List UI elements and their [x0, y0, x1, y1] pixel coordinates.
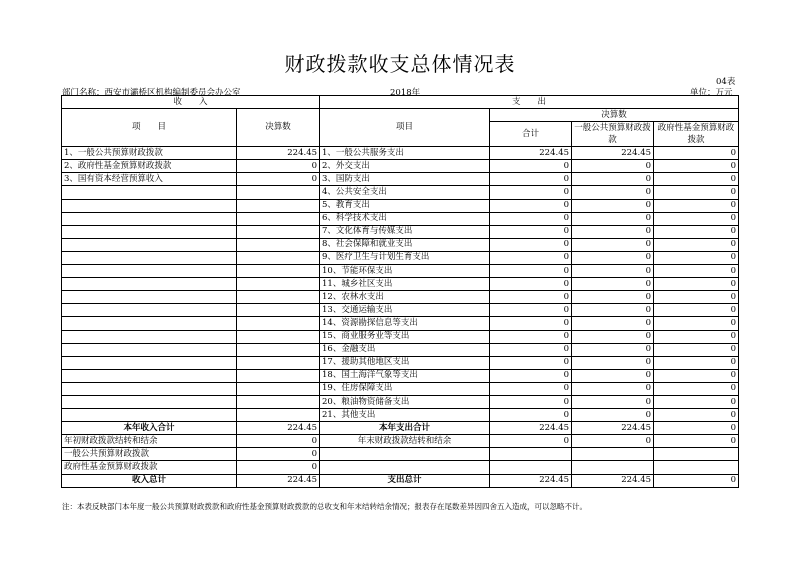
expense-fund-cell: 0 [654, 186, 739, 199]
expense-fund-cell: 0 [654, 317, 739, 330]
expense-general-cell: 0 [572, 330, 654, 343]
income-item-cell: 本年收入合计 [62, 422, 237, 435]
income-value-cell [237, 238, 320, 251]
expense-total-cell: 0 [490, 251, 572, 264]
expense-total-cell: 0 [490, 435, 572, 448]
expense-item-cell: 4、公共安全支出 [320, 186, 490, 199]
income-item-cell: 1、一般公共预算财政拨款 [62, 147, 237, 160]
expense-total-cell: 0 [490, 369, 572, 382]
income-value-cell [237, 199, 320, 212]
income-item-cell [62, 225, 237, 238]
report-year: 2018年 [390, 88, 421, 98]
expense-total-cell: 0 [490, 225, 572, 238]
expense-general-cell: 0 [572, 160, 654, 173]
expense-fund-cell: 0 [654, 409, 739, 422]
income-item-cell [62, 251, 237, 264]
income-item-cell: 3、国有资本经营预算收入 [62, 173, 237, 186]
income-item-cell [62, 369, 237, 382]
expense-general-cell: 0 [572, 435, 654, 448]
department-name: 部门名称：西安市灞桥区机构编制委员会办公室 [62, 88, 241, 98]
table-row [62, 265, 739, 278]
expense-item-cell: 9、医疗卫生与计划生育支出 [320, 251, 490, 264]
income-item-cell [62, 265, 237, 278]
table-row [62, 238, 739, 251]
expense-total-cell: 224.45 [490, 474, 572, 487]
income-item-cell [62, 212, 237, 225]
income-item-cell [62, 330, 237, 343]
income-item-cell [62, 304, 237, 317]
income-value-cell [237, 265, 320, 278]
expense-total-cell: 0 [490, 238, 572, 251]
income-item-header: 项 目 [62, 109, 237, 147]
expense-fund-cell: 0 [654, 278, 739, 291]
expense-total-cell: 0 [490, 186, 572, 199]
expense-general-cell: 0 [572, 186, 654, 199]
expense-item-cell: 支出总计 [320, 474, 490, 487]
expense-item-cell: 21、其他支出 [320, 409, 490, 422]
expense-total-cell: 0 [490, 291, 572, 304]
income-value-cell [237, 304, 320, 317]
column-header-row [62, 109, 739, 122]
expense-total-cell: 224.45 [490, 147, 572, 160]
expense-item-cell: 8、社会保障和就业支出 [320, 238, 490, 251]
income-value-cell [237, 186, 320, 199]
income-value-cell [237, 212, 320, 225]
carryover-row [62, 461, 739, 474]
income-value-cell: 0 [237, 435, 320, 448]
table-row [62, 186, 739, 199]
general-budget-header: 一般公共预算财政拨款 [572, 122, 654, 147]
income-header: 收 入 [62, 96, 320, 109]
expense-total-cell: 0 [490, 212, 572, 225]
income-final-header: 决算数 [237, 109, 320, 147]
expense-general-cell: 0 [572, 291, 654, 304]
expense-general-cell: 0 [572, 225, 654, 238]
expense-total-cell: 0 [490, 343, 572, 356]
table-row [62, 278, 739, 291]
expense-total-cell: 0 [490, 160, 572, 173]
unit-label: 单位：万元 [690, 88, 733, 98]
table-row [62, 251, 739, 264]
table-row [62, 225, 739, 238]
income-item-cell [62, 291, 237, 304]
income-value-cell [237, 330, 320, 343]
income-value-cell: 0 [237, 461, 320, 474]
expense-general-cell: 0 [572, 212, 654, 225]
expense-general-cell: 224.45 [572, 474, 654, 487]
expense-total-cell: 0 [490, 199, 572, 212]
expense-fund-cell: 0 [654, 147, 739, 160]
expense-item-cell: 7、文化体育与传媒支出 [320, 225, 490, 238]
expense-item-cell: 14、资源勘探信息等支出 [320, 317, 490, 330]
income-value-cell [237, 251, 320, 264]
expense-fund-cell: 0 [654, 382, 739, 395]
table-row [62, 160, 739, 173]
year-total-row [62, 422, 739, 435]
income-item-cell [62, 356, 237, 369]
expense-item-cell [320, 448, 490, 461]
income-item-cell: 政府性基金预算财政拨款 [62, 461, 237, 474]
expense-general-cell [572, 461, 654, 474]
table-row [62, 369, 739, 382]
expense-total-cell [490, 448, 572, 461]
income-value-cell [237, 278, 320, 291]
expense-general-cell: 0 [572, 343, 654, 356]
expense-general-cell: 0 [572, 173, 654, 186]
expense-total-cell: 0 [490, 265, 572, 278]
expense-general-cell: 0 [572, 265, 654, 278]
income-value-cell [237, 317, 320, 330]
expense-fund-cell: 0 [654, 199, 739, 212]
expense-general-cell: 0 [572, 395, 654, 408]
footnote: 注：本表反映部门本年度一般公共预算财政拨款和政府性基金预算财政拨款的总收支和年末结转结余情况；报表存在尾数差异因四舍五入造成，可以忽略不计。 [62, 502, 587, 511]
expense-item-cell [320, 461, 490, 474]
expense-general-cell: 0 [572, 356, 654, 369]
expense-fund-cell [654, 461, 739, 474]
expense-item-cell: 10、节能环保支出 [320, 265, 490, 278]
expense-total-cell: 0 [490, 278, 572, 291]
expense-header: 支 出 [320, 96, 739, 109]
expense-fund-cell: 0 [654, 265, 739, 278]
expense-general-cell: 0 [572, 409, 654, 422]
table-row [62, 409, 739, 422]
expense-item-cell: 19、住房保障支出 [320, 382, 490, 395]
expense-item-header: 项目 [320, 109, 490, 147]
income-value-cell: 224.45 [237, 422, 320, 435]
expense-item-cell: 16、金融支出 [320, 343, 490, 356]
expense-item-cell: 2、外交支出 [320, 160, 490, 173]
grand-total-row [62, 474, 739, 487]
income-value-cell [237, 395, 320, 408]
expense-general-cell: 0 [572, 382, 654, 395]
table-row [62, 304, 739, 317]
table-row [62, 395, 739, 408]
expense-fund-cell: 0 [654, 395, 739, 408]
table-row [62, 330, 739, 343]
expense-fund-cell: 0 [654, 173, 739, 186]
income-item-cell: 一般公共预算财政拨款 [62, 448, 237, 461]
section-header-row [62, 96, 739, 109]
income-item-cell [62, 343, 237, 356]
expense-fund-cell: 0 [654, 291, 739, 304]
expense-general-cell: 0 [572, 304, 654, 317]
expense-item-cell: 3、国防支出 [320, 173, 490, 186]
income-item-cell [62, 317, 237, 330]
expense-fund-cell: 0 [654, 251, 739, 264]
income-item-cell: 2、政府性基金预算财政拨款 [62, 160, 237, 173]
income-value-cell: 0 [237, 160, 320, 173]
expense-item-cell: 13、交通运输支出 [320, 304, 490, 317]
expense-general-cell [572, 448, 654, 461]
table-row [62, 173, 739, 186]
income-value-cell [237, 409, 320, 422]
table-row [62, 147, 739, 160]
expense-fund-cell: 0 [654, 369, 739, 382]
page-title: 财政拨款收支总体情况表 [284, 52, 516, 76]
income-value-cell [237, 291, 320, 304]
carryover-row [62, 448, 739, 461]
income-value-cell: 0 [237, 173, 320, 186]
expense-general-cell: 224.45 [572, 147, 654, 160]
expense-general-cell: 224.45 [572, 422, 654, 435]
expense-general-cell: 0 [572, 278, 654, 291]
expense-item-cell: 本年支出合计 [320, 422, 490, 435]
expense-fund-cell [654, 448, 739, 461]
income-value-cell [237, 343, 320, 356]
expense-general-cell: 0 [572, 317, 654, 330]
income-item-cell: 收入总计 [62, 474, 237, 487]
expense-total-cell [490, 461, 572, 474]
expense-fund-cell: 0 [654, 474, 739, 487]
income-value-cell: 224.45 [237, 474, 320, 487]
expense-general-cell: 0 [572, 369, 654, 382]
carryover-row [62, 435, 739, 448]
income-item-cell: 年初财政拨款结转和结余 [62, 435, 237, 448]
expense-total-cell: 0 [490, 382, 572, 395]
income-value-cell [237, 369, 320, 382]
expense-fund-cell: 0 [654, 356, 739, 369]
income-value-cell [237, 225, 320, 238]
expense-total-cell: 0 [490, 356, 572, 369]
total-header: 合计 [490, 122, 572, 147]
income-item-cell [62, 278, 237, 291]
expense-fund-cell: 0 [654, 304, 739, 317]
expense-fund-cell: 0 [654, 238, 739, 251]
table-row [62, 356, 739, 369]
expense-general-cell: 0 [572, 199, 654, 212]
expense-item-cell: 18、国土海洋气象等支出 [320, 369, 490, 382]
expense-fund-cell: 0 [654, 225, 739, 238]
table-row [62, 291, 739, 304]
expense-total-cell: 224.45 [490, 422, 572, 435]
expense-total-cell: 0 [490, 304, 572, 317]
expense-item-cell: 15、商业服务业等支出 [320, 330, 490, 343]
budget-group-header: 决算数 [490, 109, 739, 122]
expense-total-cell: 0 [490, 330, 572, 343]
expense-total-cell: 0 [490, 317, 572, 330]
income-item-cell [62, 186, 237, 199]
expense-total-cell: 0 [490, 395, 572, 408]
expense-item-cell: 20、粮油物资储备支出 [320, 395, 490, 408]
income-item-cell [62, 395, 237, 408]
expense-item-cell: 5、教育支出 [320, 199, 490, 212]
table-row [62, 199, 739, 212]
expense-item-cell: 年末财政拨款结转和结余 [320, 435, 490, 448]
income-item-cell [62, 199, 237, 212]
expense-general-cell: 0 [572, 251, 654, 264]
table-row [62, 317, 739, 330]
income-value-cell [237, 382, 320, 395]
table-number: 04表 [716, 77, 736, 87]
expense-general-cell: 0 [572, 238, 654, 251]
expense-fund-cell: 0 [654, 422, 739, 435]
income-value-cell: 0 [237, 448, 320, 461]
fund-budget-header: 政府性基金预算财政拨款 [654, 122, 739, 147]
expense-item-cell: 1、一般公共服务支出 [320, 147, 490, 160]
expense-fund-cell: 0 [654, 343, 739, 356]
income-item-cell [62, 382, 237, 395]
expense-fund-cell: 0 [654, 435, 739, 448]
expense-item-cell: 6、科学技术支出 [320, 212, 490, 225]
expense-total-cell: 0 [490, 173, 572, 186]
table-row [62, 212, 739, 225]
table-row [62, 343, 739, 356]
expense-item-cell: 12、农林水支出 [320, 291, 490, 304]
income-value-cell [237, 356, 320, 369]
expense-fund-cell: 0 [654, 212, 739, 225]
expense-total-cell: 0 [490, 409, 572, 422]
expense-item-cell: 17、援助其他地区支出 [320, 356, 490, 369]
income-item-cell [62, 409, 237, 422]
expense-fund-cell: 0 [654, 330, 739, 343]
table-row [62, 382, 739, 395]
income-item-cell [62, 238, 237, 251]
expense-fund-cell: 0 [654, 160, 739, 173]
expense-item-cell: 11、城乡社区支出 [320, 278, 490, 291]
finance-table [61, 95, 739, 488]
income-value-cell: 224.45 [237, 147, 320, 160]
